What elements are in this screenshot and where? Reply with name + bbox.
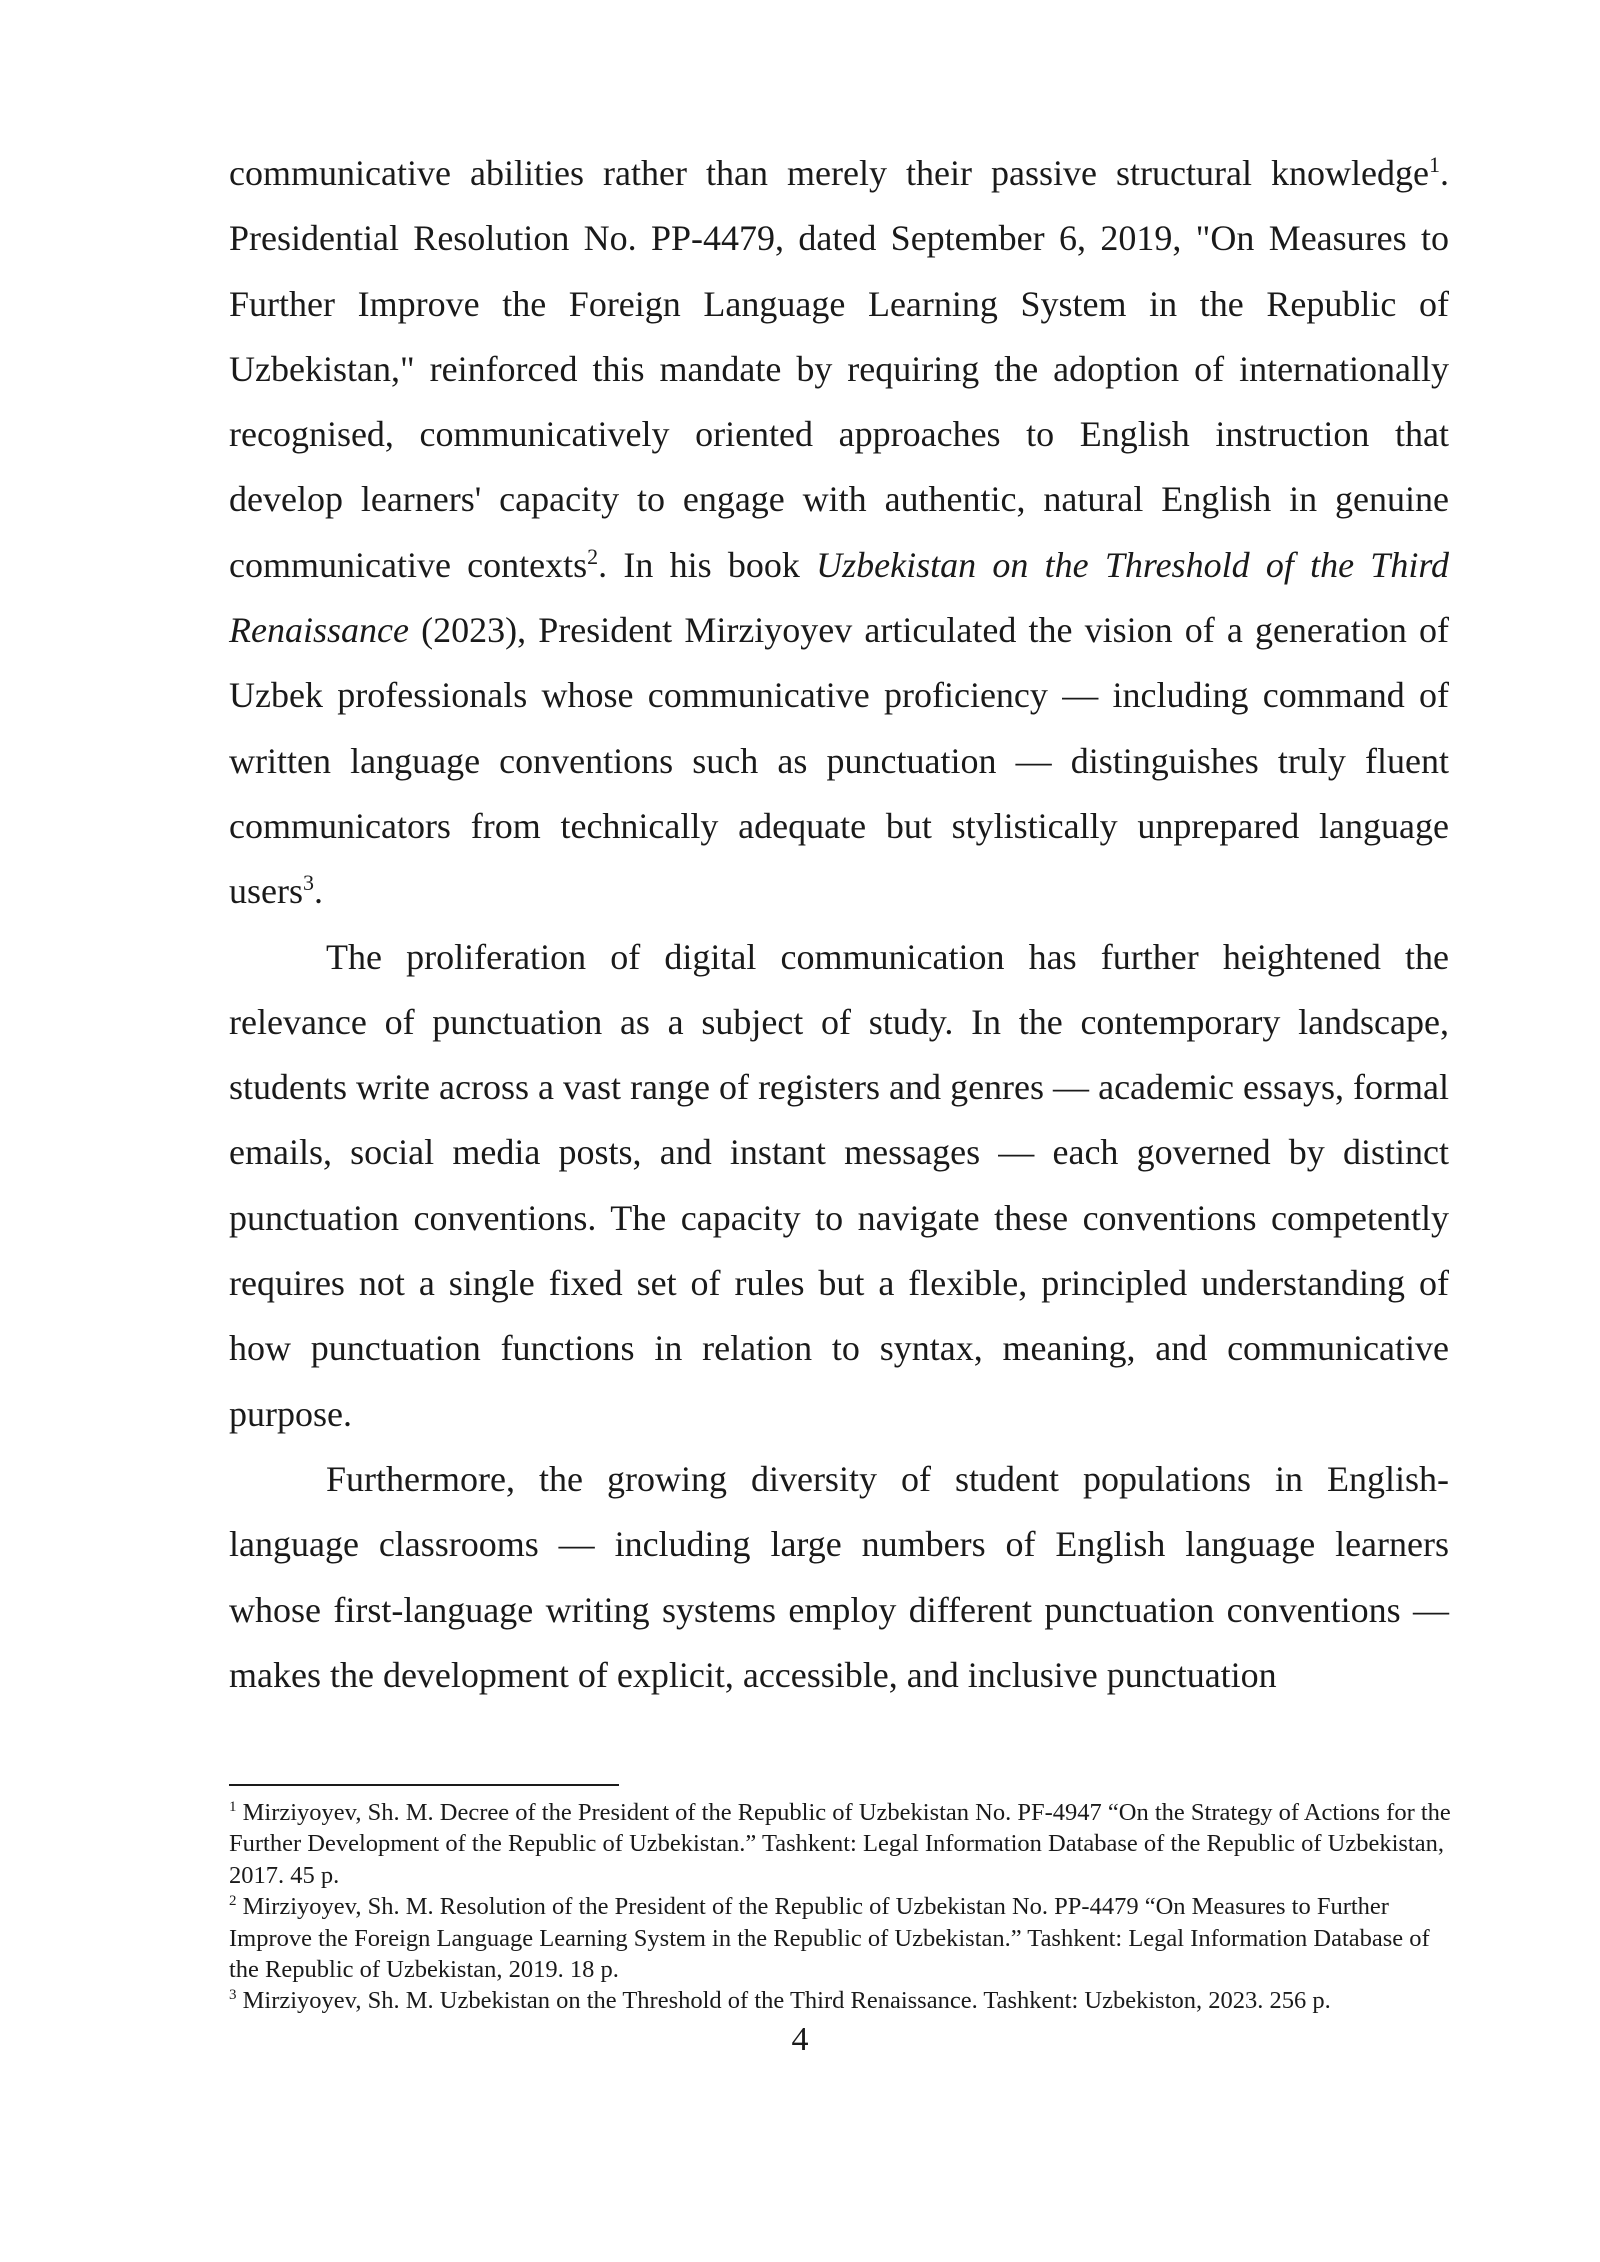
footnote-separator (229, 1784, 619, 1786)
paragraph (229, 1447, 1449, 1708)
footnote-mark: 3 (229, 1987, 237, 2004)
body-text (229, 141, 1449, 1708)
paragraph-text: . (314, 871, 323, 912)
paragraph (229, 925, 1449, 1447)
footnotes (229, 1797, 1454, 2017)
paragraph-text: Furthermore, the growing diversity of student populations in English-language classrooms — including large numbers of English language learners whose first-language writing systems employ different punctuation conventions — makes the development of explicit, accessible, and inclusive punctuation (229, 1458, 1449, 1695)
footnote-reference: 3 (303, 870, 314, 896)
footnote-3 (229, 1985, 1454, 2016)
paragraph-text: communicative abilities rather than merely their passive structural knowledge (229, 153, 1429, 193)
footnote-text: Mirziyoyev, Sh. M. Resolution of the President of the Republic of Uzbekistan No. PP-4479 “On Measures to Further Improve the Foreign Language Learning System in the Republic of Uzbekistan.” Tashkent: Legal Information Database of the Republic of Uzbekistan, 2019. 18 p. (229, 1893, 1430, 1984)
footnote-text: Mirziyoyev, Sh. M. Decree of the President of the Republic of Uzbekistan No. PF-4947 “On the Strategy of Actions for the Further Development of the Republic of Uzbekistan.” Tashkent: Legal Information Database of the Republic of Uzbekistan, 2017. 45 p. (229, 1799, 1451, 1889)
paragraph-text: . Presidential Resolution No. PP-4479, dated September 6, 2019, "On Measures to Further Improve the Foreign Language Learning System in the Republic of Uzbekistan," reinforced this mandate by requiring the adoption of internationally recognised, communicatively oriented approaches to English instruction that develop learners' capacity to engage with authentic, natural English in genuine communicative contexts (229, 153, 1449, 585)
paragraph-text: (2023), President Mirziyoyev articulated the vision of a generation of Uzbek professionals whose communicative proficiency — including command of written language conventions such as punctuation — distinguishes truly fluent communicators from technically adequate but stylistically unprepared language users (229, 610, 1449, 912)
footnote-mark: 2 (229, 1893, 237, 1910)
footnote-text: Mirziyoyev, Sh. M. Uzbekistan on the Threshold of the Third Renaissance. Tashkent: Uzbekiston, 2023. 256 p. (242, 1987, 1331, 2015)
paragraph-text: The proliferation of digital communication has further heightened the relevance of punctuation as a subject of study. In the contemporary landscape, students write across a vast range of registers and genres — academic essays, formal emails, social media posts, and instant messages — each governed by distinct punctuation conventions. The capacity to navigate these conventions competently requires not a single fixed set of rules but a flexible, principled understanding of how punctuation functions in relation to syntax, meaning, and communicative purpose. (229, 936, 1449, 1434)
paragraph-text: . In his book (598, 544, 817, 585)
page-number: 4 (791, 2021, 809, 2058)
book-title: Uzbekistan on the Threshold of the Third Renaissance (229, 544, 1450, 651)
footnote-reference: 2 (587, 543, 599, 569)
footnote-mark: 1 (229, 1798, 237, 1815)
paragraph (229, 141, 1449, 925)
footnote-2 (229, 1891, 1454, 1985)
footnote-reference: 1 (1429, 152, 1440, 177)
footnote-1 (229, 1797, 1454, 1891)
